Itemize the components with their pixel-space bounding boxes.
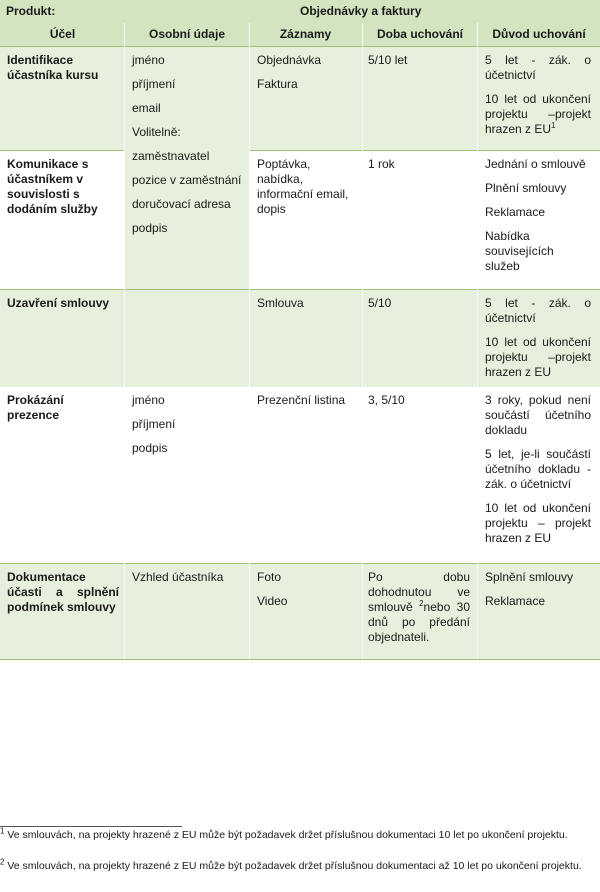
reason-item: Plnění smlouvy <box>485 181 567 195</box>
footnote-text: Ve smlouvách, na projekty hrazené z EU může být požadavek držet příslušnou dokumentaci až 10 let po ukončení projektu. <box>7 860 582 872</box>
reason-item: Reklamace <box>485 205 546 219</box>
row-purpose: Komunikace s účastníkem v souvislosti s dodáním služby <box>7 157 98 216</box>
personal-data-item: podpis <box>132 441 168 455</box>
personal-data-item: jméno <box>132 393 165 407</box>
row-records: Poptávka, nabídka, informační email, dopis <box>257 157 349 216</box>
footnote-ref: 1 <box>551 121 556 130</box>
reason-item <box>485 92 591 137</box>
reason-item: Nabídka souvisejících služeb <box>485 229 554 273</box>
reason-item: Jednání o smlouvě <box>485 157 586 171</box>
record-item: Objednávka <box>257 53 322 67</box>
footnote-ref: 2 <box>419 599 424 608</box>
row-purpose: Uzavření smlouvy <box>7 296 110 310</box>
footnote-separator <box>0 826 182 827</box>
row-retention: 5/10 let <box>368 53 408 67</box>
row-records: Prezenční listina <box>257 393 346 407</box>
reason-item: 10 let od ukončení projektu –projekt hrazen z EU <box>485 335 591 379</box>
table-row <box>0 387 600 564</box>
column-header-purpose: Účel <box>49 27 76 41</box>
record-item: Video <box>257 594 288 608</box>
personal-data-item: doručovací adresa <box>132 197 231 211</box>
table-row <box>0 47 600 151</box>
row-reasons <box>485 393 591 555</box>
personal-data-item: pozice v zaměstnání <box>132 173 242 187</box>
retention-text: nebo 30 dnů po předání objednateli. <box>368 600 470 644</box>
footnote-mark: 2 <box>0 857 5 867</box>
reason-item: Reklamace <box>485 594 546 608</box>
reason-text: 10 let od ukončení projektu –projekt hrazen z EU <box>485 92 591 136</box>
reason-item: 3 roky, pokud není součástí účetního dokladu <box>485 393 591 437</box>
column-divider <box>124 23 125 659</box>
personal-data-item: zaměstnavatel <box>132 149 210 163</box>
row-purpose: Dokumentace účasti a splnění podmínek smlouvy <box>7 570 119 614</box>
personal-data-item: jméno <box>132 53 165 67</box>
table-row <box>0 151 600 288</box>
table-header-product <box>0 0 600 24</box>
column-divider <box>477 23 478 659</box>
table-row <box>0 289 600 388</box>
row-purpose: Identifikace účastníka kursu <box>7 53 99 82</box>
footnote-text: Ve smlouvách, na projekty hrazené z EU může být požadavek držet příslušnou dokumentaci 10 let po ukončení projektu. <box>7 829 568 841</box>
footnote-mark: 1 <box>0 826 5 836</box>
record-item: Faktura <box>257 77 298 91</box>
row-reasons <box>485 296 591 389</box>
column-divider <box>249 23 250 659</box>
reason-item: 10 let od ukončení projektu – projekt hrazen z EU <box>485 501 591 545</box>
row-reasons <box>485 157 591 283</box>
product-name: Objednávky a faktury <box>300 4 422 18</box>
row-reasons <box>485 570 591 618</box>
column-header-personal-data: Osobní údaje <box>148 27 225 41</box>
personal-data-item: příjmení <box>132 417 176 431</box>
personal-data-item: email <box>132 101 161 115</box>
footnote-1 <box>0 826 600 842</box>
row-retention: 3, 5/10 <box>368 393 405 407</box>
row-records <box>257 570 357 618</box>
row-records: Smlouva <box>257 296 304 310</box>
personal-data-list <box>132 53 244 236</box>
table-row <box>0 564 600 660</box>
row-retention: 5/10 <box>368 296 392 310</box>
shared-personal-data-cell <box>125 47 249 289</box>
reason-item: 5 let - zák. o účetnictví <box>485 53 591 82</box>
personal-data-item: příjmení <box>132 77 176 91</box>
reason-item: Splnění smlouvy <box>485 570 574 584</box>
footnote-2 <box>0 857 600 873</box>
record-item: Foto <box>257 570 282 584</box>
row-retention <box>368 570 470 645</box>
column-header-reason: Důvod uchování <box>492 27 586 41</box>
personal-data-item: podpis <box>132 221 168 235</box>
row-purpose: Prokázání prezence <box>7 393 64 422</box>
column-header-retention: Doba uchování <box>376 27 463 41</box>
column-divider <box>362 23 363 659</box>
reason-item: 5 let - zák. o účetnictví <box>485 296 591 325</box>
row-reasons <box>485 53 591 146</box>
column-header-records: Záznamy <box>279 27 332 41</box>
row-personal-data: Vzhled účastníka <box>132 570 224 584</box>
product-label: Produkt: <box>6 4 56 18</box>
retention-text: Po dobu dohodnutou ve smlouvě <box>368 570 470 614</box>
personal-data-item: Volitelně: <box>132 125 181 139</box>
row-retention: 1 rok <box>368 157 395 171</box>
row-personal-data <box>132 393 244 465</box>
reason-item: 5 let, je-li součástí účetního dokladu - zák. o účetnictví <box>485 447 591 491</box>
row-records <box>257 53 357 101</box>
table-column-headers <box>0 23 600 47</box>
